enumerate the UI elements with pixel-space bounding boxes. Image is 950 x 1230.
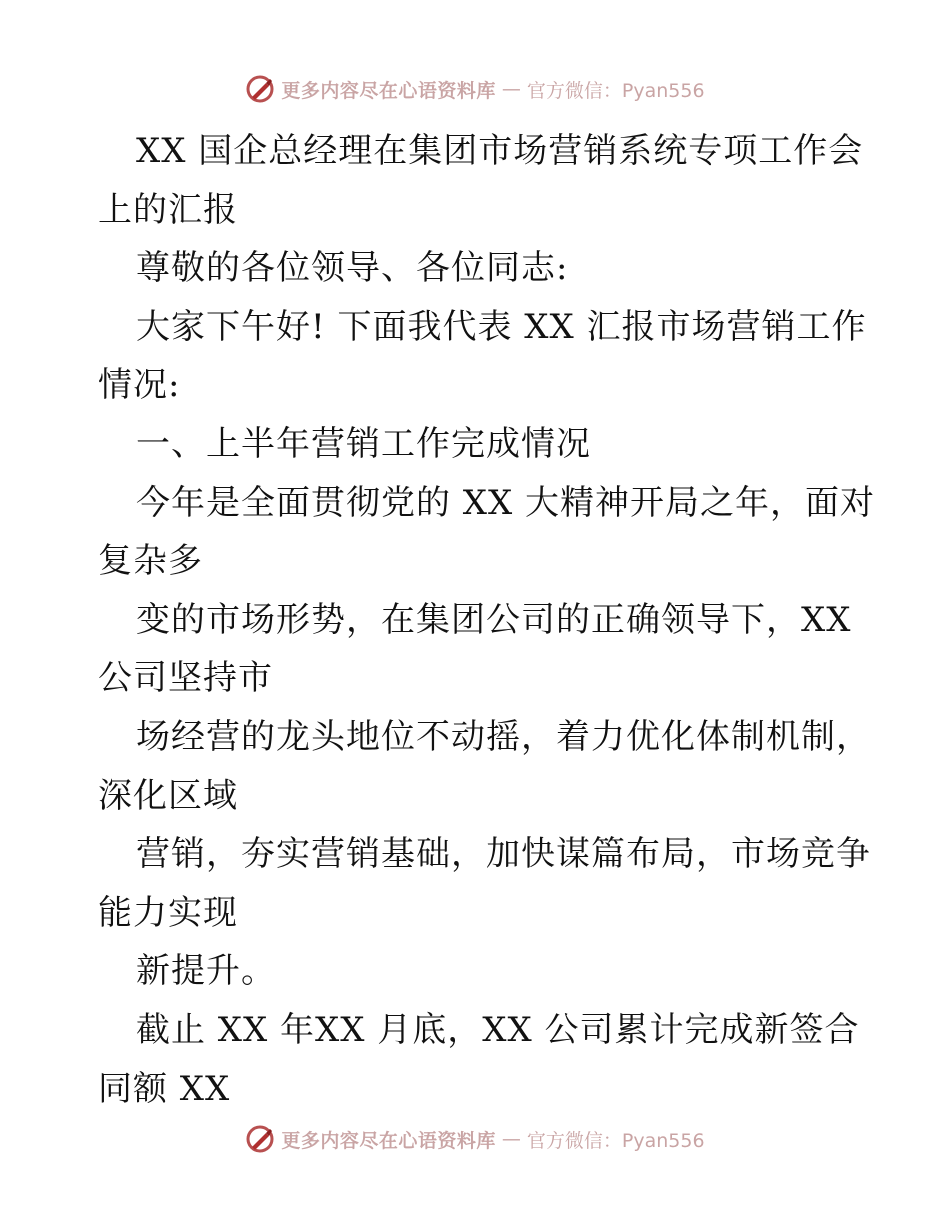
doc-salutation: 尊敬的各位领导、各位同志: (136, 248, 569, 289)
red-pen-logo-icon (245, 74, 275, 104)
doc-paragraph-line: 大家下午好! 下面我代表 XX 汇报市场营销工作 (136, 306, 867, 347)
watermark-header (0, 72, 950, 106)
watermark-wechat: 官方微信：Pyan556 (526, 1129, 705, 1152)
doc-section-heading: 一、上半年营销工作完成情况 (136, 423, 591, 464)
watermark-text: 更多内容尽在心语资料库 (281, 1129, 496, 1152)
doc-paragraph-line: 新提升。 (136, 951, 276, 992)
doc-paragraph-line: 深化区域 (98, 775, 238, 816)
doc-paragraph-line: 公司坚持市 (98, 658, 273, 699)
watermark-dash: — (501, 1128, 521, 1150)
document-body (98, 122, 876, 1118)
doc-paragraph-line: 今年是全面贯彻党的 XX 大精神开局之年，面对 (136, 482, 876, 523)
doc-title-line-2: 上的汇报 (98, 189, 238, 230)
doc-paragraph-line: 变的市场形势，在集团公司的正确领导下，XX (136, 599, 852, 640)
watermark-wechat: 官方微信：Pyan556 (526, 79, 705, 102)
doc-title-line-1: XX 国企总经理在集团市场营销系统专项工作会 (136, 131, 864, 171)
doc-paragraph-line: 截止 XX 年XX 月底，XX 公司累计完成新签合 (136, 1009, 860, 1050)
doc-paragraph-line: 营销，夯实营销基础，加快谋篇布局，市场竞争 (136, 834, 871, 875)
watermark-text: 更多内容尽在心语资料库 (281, 79, 496, 102)
watermark-footer (0, 1122, 950, 1156)
doc-paragraph-line: 能力实现 (98, 892, 238, 933)
red-pen-logo-icon (245, 1124, 275, 1154)
doc-paragraph-line: 场经营的龙头地位不动摇，着力优化体制机制， (136, 716, 871, 757)
watermark-dash: — (501, 78, 521, 100)
doc-paragraph-line: 复杂多 (98, 541, 203, 582)
doc-paragraph-line: 同额 XX (98, 1068, 231, 1109)
doc-paragraph-line: 情况: (98, 365, 181, 406)
